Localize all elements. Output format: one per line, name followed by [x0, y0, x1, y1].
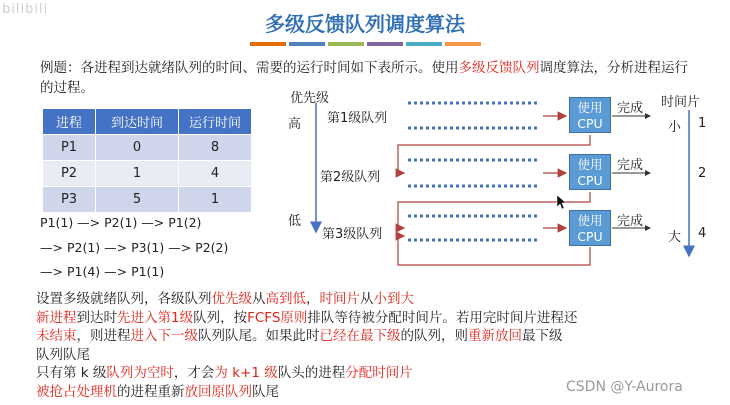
queue1-label: 第1级队列 [327, 111, 388, 126]
explain-line-2: 新进程到达时先进入第1级队列，按FCFS原则排队等待被分配时间片。若用完时间片进程还 [36, 309, 578, 326]
watermark: bilibili [2, 2, 49, 17]
explain-line-5: 只有第 k 级队列为空时，才会为 k+1 级队头的进程分配时间片 [36, 365, 413, 381]
explain-line-1: 设置多级就绪队列，各级队列优先级从高到低，时间片从小到大 [36, 291, 414, 307]
page-title: 多级反馈队列调度算法 [265, 12, 465, 36]
explain-line-3: 未结束，则进程进入下一级队列队尾。如果此时已经在最下级的队列，则重新放回最下级 [36, 328, 563, 344]
timeslice-value-1: 1 [698, 116, 707, 131]
done-label-2: 完成 [617, 158, 644, 173]
timeslice-value-2: 2 [698, 166, 707, 181]
sequence-line-3: —> P1(4) —> P1(1) [40, 264, 165, 279]
priority-label: 优先级 [290, 91, 330, 106]
cell: 5 [96, 187, 179, 213]
timeslice-small: 小 [668, 120, 682, 135]
intro-part1: 例题：各进程到达就绪队列的时间、需要的运行时间如下表所示。使用 [40, 60, 459, 76]
cell: 4 [179, 161, 252, 187]
queue3-label: 第3级队列 [322, 227, 383, 242]
cell: 1 [179, 187, 252, 213]
header-runtime: 运行时间 [179, 109, 252, 135]
cell: 8 [179, 135, 252, 161]
sequence-line-1: P1(1) —> P2(1) —> P1(2) [40, 215, 202, 230]
priority-low: 低 [288, 214, 302, 229]
timeslice-large: 大 [668, 230, 682, 245]
intro-highlight: 多级反馈队列 [458, 60, 540, 76]
cell: P2 [43, 161, 96, 187]
cpu-box-3: 使用CPU [569, 210, 611, 246]
queue2-label: 第2级队列 [320, 170, 381, 185]
explain-line-6: 被抢占处理机的进程重新放回原队列队尾 [36, 383, 279, 400]
timeslice-label: 时间片 [661, 95, 701, 110]
sequence-line-2: —> P2(1) —> P3(1) —> P2(2) [40, 240, 229, 255]
csdn-watermark: CSDN @Y-Aurora [566, 379, 683, 395]
cell: P1 [43, 135, 96, 161]
timeslice-value-3: 4 [698, 226, 707, 241]
header-arrival: 到达时间 [96, 109, 179, 135]
done-label-1: 完成 [617, 101, 644, 116]
cell: 0 [96, 135, 179, 161]
header-process: 进程 [43, 109, 96, 135]
done-label-3: 完成 [617, 214, 644, 229]
priority-high: 高 [288, 117, 302, 132]
explanation-text [36, 290, 636, 401]
mouse-cursor-icon [557, 195, 566, 209]
cell: 1 [96, 161, 179, 187]
cpu-box-2: 使用CPU [569, 154, 611, 190]
explain-line-4: 队列队尾 [36, 346, 90, 363]
feedback-2-to-3 [398, 192, 590, 228]
feedback-1-to-2 [398, 135, 590, 173]
cell: P3 [43, 187, 96, 213]
intro-part2: 调度算法，分析进程运行的过程。 [40, 60, 688, 96]
cpu-box-1: 使用CPU [569, 97, 611, 133]
